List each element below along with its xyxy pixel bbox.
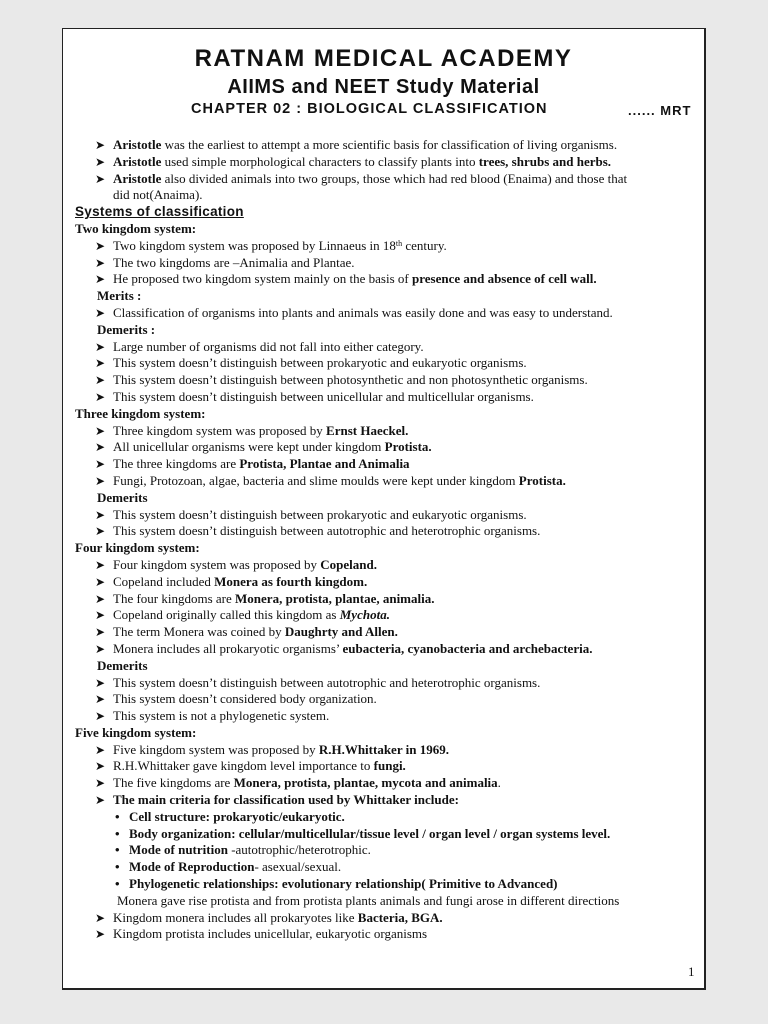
list-item: ➤ All unicellular organisms were kept under kingdom Protista. <box>95 439 432 455</box>
four-kingdom-heading: Four kingdom system: <box>75 540 200 556</box>
arrow-bullet-icon: ➤ <box>95 440 106 455</box>
criteria-item: • Cell structure: prokaryotic/eukaryotic. <box>115 808 345 824</box>
list-item: ➤ This system doesn’t distinguish between unicellular and multicellular organisms. <box>95 388 534 404</box>
list-item: ➤ This system doesn’t distinguish between prokaryotic and eukaryotic organisms. <box>95 355 527 371</box>
arrow-bullet-icon: ➤ <box>95 759 106 774</box>
list-item: ➤ This system is not a phylogenetic system. <box>95 708 330 724</box>
list-item: ➤ Three kingdom system was proposed by Ernst Haeckel. <box>95 422 409 438</box>
page-number: 1 <box>688 964 695 979</box>
five-kingdom-heading: Five kingdom system: <box>75 724 197 740</box>
list-item: ➤ This system doesn’t distinguish between autotrophic and heterotrophic organisms. <box>95 523 541 539</box>
arrow-bullet-icon: ➤ <box>95 255 106 270</box>
arrow-bullet-icon: ➤ <box>95 776 106 791</box>
arrow-bullet-icon: ➤ <box>95 641 106 656</box>
arrow-bullet-icon: ➤ <box>95 423 106 438</box>
merits-label: Merits : <box>97 288 142 304</box>
arrow-bullet-icon: ➤ <box>95 154 106 169</box>
list-item: ➤ Copeland originally called this kingdom as Mychota. <box>95 607 390 623</box>
criteria-item: • Body organization: cellular/multicellular/tissue level / organ level / organ systems level. <box>115 825 611 841</box>
arrow-bullet-icon: ➤ <box>95 692 106 707</box>
list-item: ➤ Five kingdom system was proposed by R.H.Whittaker in 1969. <box>95 741 449 757</box>
arrow-bullet-icon: ➤ <box>95 272 106 287</box>
dot-bullet-icon: • <box>115 825 120 841</box>
list-item: ➤ Monera includes all prokaryotic organisms’ eubacteria, cyanobacteria and archebacteria. <box>95 640 593 656</box>
arrow-bullet-icon: ➤ <box>95 557 106 572</box>
arrow-bullet-icon: ➤ <box>95 138 106 152</box>
arrow-bullet-icon: ➤ <box>95 373 106 388</box>
list-item: ➤ Kingdom monera includes all prokaryotes like Bacteria, BGA. <box>95 909 443 925</box>
arrow-bullet-icon: ➤ <box>95 524 106 539</box>
criteria-item: • Mode of Reproduction- asexual/sexual. <box>115 859 342 875</box>
list-item: ➤ The five kingdoms are Monera, protista, plantae, mycota and animalia. <box>95 775 501 791</box>
intro-continuation: did not(Anaima). <box>113 187 203 203</box>
list-item: ➤ Large number of organisms did not fall into either category. <box>95 338 424 354</box>
list-item: ➤ The three kingdoms are Protista, Plantae and Animalia <box>95 456 410 472</box>
intro-point: ➤ Aristotle used simple morphological characters to classify plants into trees, shrubs and herbs. <box>95 153 612 169</box>
list-item: ➤ Two kingdom system was proposed by Linnaeus in 18th century. <box>95 237 447 253</box>
criteria-item: • Phylogenetic relationships: evolutionary relationship( Primitive to Advanced) <box>115 876 558 892</box>
dot-bullet-icon: • <box>115 808 120 824</box>
list-item: ➤ This system doesn’t distinguish between autotrophic and heterotrophic organisms. <box>95 674 541 690</box>
intro-point: ➤ Aristotle also divided animals into two groups, those which had red blood (Enaima) and those that <box>95 170 628 186</box>
arrow-bullet-icon: ➤ <box>95 305 106 320</box>
arrow-bullet-icon: ➤ <box>95 927 106 942</box>
academy-title: RATNAM MEDICAL ACADEMY <box>194 45 573 72</box>
list-item: ➤ The term Monera was coined by Daughrty and Allen. <box>95 624 398 640</box>
arrow-bullet-icon: ➤ <box>95 574 106 589</box>
list-item: ➤ This system doesn’t considered body organization. <box>95 691 377 707</box>
section-heading: Systems of classification <box>75 204 244 220</box>
document-body <box>75 137 697 943</box>
list-item: ➤ Fungi, Protozoan, algae, bacteria and slime moulds were kept under kingdom Protista. <box>95 472 566 488</box>
chapter-title: CHAPTER 02 : BIOLOGICAL CLASSIFICATION <box>191 101 548 117</box>
arrow-bullet-icon: ➤ <box>95 793 106 808</box>
list-item: ➤ Kingdom protista includes unicellular, eukaryotic organisms <box>95 926 428 942</box>
arrow-bullet-icon: ➤ <box>95 457 106 472</box>
arrow-bullet-icon: ➤ <box>95 675 106 690</box>
list-item: ➤ Classification of organisms into plants and animals was easily done and was easy to understand. <box>95 304 613 320</box>
dot-bullet-icon: • <box>115 859 120 875</box>
arrow-bullet-icon: ➤ <box>95 709 106 724</box>
list-item: ➤ The main criteria for classification used by Whittaker include: <box>95 792 459 808</box>
arrow-bullet-icon: ➤ <box>95 473 106 488</box>
demerits-label: Demerits : <box>97 321 156 337</box>
arrow-bullet-icon: ➤ <box>95 608 106 623</box>
intro-point: ➤ Aristotle was the earliest to attempt a more scientific basis for classification of living organisms. <box>95 137 618 152</box>
dot-bullet-icon: • <box>115 876 120 892</box>
arrow-bullet-icon: ➤ <box>95 389 106 404</box>
list-item: ➤ R.H.Whittaker gave kingdom level importance to fungi. <box>95 758 406 774</box>
arrow-bullet-icon: ➤ <box>95 507 106 522</box>
arrow-bullet-icon: ➤ <box>95 591 106 606</box>
list-item: ➤ This system doesn’t distinguish between prokaryotic and eukaryotic organisms. <box>95 506 527 522</box>
dot-bullet-icon: • <box>115 842 120 858</box>
arrow-bullet-icon: ➤ <box>95 910 106 925</box>
list-item: ➤ The two kingdoms are –Animalia and Plantae. <box>95 254 355 270</box>
two-kingdom-heading: Two kingdom system: <box>75 220 197 236</box>
arrow-bullet-icon: ➤ <box>95 742 106 757</box>
list-item: ➤ He proposed two kingdom system mainly on the basis of presence and absence of cell wall. <box>95 271 597 287</box>
author-initials: ...... MRT <box>628 103 692 118</box>
list-item: ➤ This system doesn’t distinguish between photosynthetic and non photosynthetic organisms. <box>95 372 588 388</box>
arrow-bullet-icon: ➤ <box>95 356 106 371</box>
three-kingdom-heading: Three kingdom system: <box>75 405 206 421</box>
arrow-bullet-icon: ➤ <box>95 238 106 253</box>
arrow-bullet-icon: ➤ <box>95 625 106 640</box>
arrow-bullet-icon: ➤ <box>95 339 106 354</box>
note-text: Monera gave rise protista and from protista plants animals and fungi arose in different directions <box>117 892 620 908</box>
list-item: ➤ Copeland included Monera as fourth kingdom. <box>95 573 368 589</box>
demerits-label: Demerits <box>97 657 148 673</box>
demerits-label: Demerits <box>97 489 148 505</box>
arrow-bullet-icon: ➤ <box>95 171 106 186</box>
criteria-item: • Mode of nutrition -autotrophic/heterotrophic. <box>115 842 371 858</box>
document-page <box>62 28 706 990</box>
list-item: ➤ Four kingdom system was proposed by Copeland. <box>95 556 377 572</box>
list-item: ➤ The four kingdoms are Monera, protista, plantae, animalia. <box>95 590 435 606</box>
material-subtitle: AIIMS and NEET Study Material <box>227 76 540 98</box>
